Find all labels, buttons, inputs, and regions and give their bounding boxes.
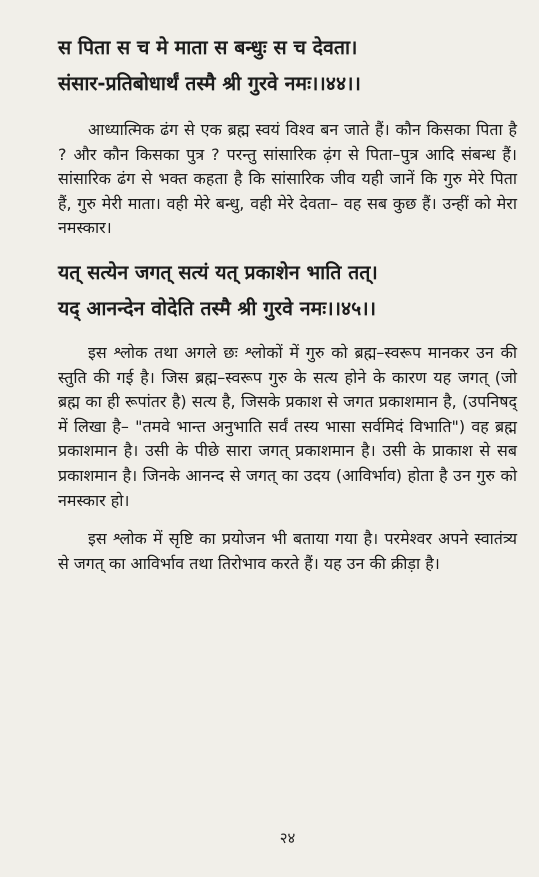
verse-44 [58, 30, 517, 102]
page-number: २४ [279, 829, 296, 847]
commentary-verse-44: आध्यात्मिक ढंग से एक ब्रह्म स्वयं विश्व बन जाते हैं। कौन किसका पिता है ? और कौन किसका पुत्र ? परन्तु सांसारिक ढ़ंग से पिता–पुत्र आदि संबन्ध हैं। सांसारिक ढंग से भक्त कहता है कि सांसारिक जीव यही जानें कि गुरु मेरे पिता हैं, गुरु मेरी माता। वही मेरे बन्धु, वही मेरे देवता– वह सब कुछ हैं। उन्हीं को मेरा नमस्कार। [58, 120, 517, 238]
verse-45 [58, 255, 517, 327]
verse-45-line-2: यद् आनन्देन वोदेति तस्मै श्री गुरवे नमः।।४५।। [58, 296, 377, 320]
verse-45-line-1: यत् सत्येन जगत् सत्यं यत् प्रकाशेन भाति तत्। [58, 260, 378, 284]
verse-44-line-2: संसार-प्रतिबोधार्थं तस्मै श्री गुरवे नमः।।४४।। [58, 72, 361, 95]
commentary-verse-45-part-1: इस श्लोक तथा अगले छः श्लोकों में गुरु को ब्रह्म–स्वरूप मानकर उन की स्तुति की गई है। जिस ब्रह्म–स्वरूप गुरु के सत्य होने के कारण यह जगत् (जो ब्रह्म का ही रूपांतर है) सत्य है, जिसके प्रकाश से जगत प्रकाशमान है, (उपनिषद् में लिखा है– "तमवे भान्त अनुभाति सर्वं तस्य भासा सर्वमिदं विभाति") वह ब्रह्म प्रकाशमान है। उसी के पीछे सारा जगत् प्रकाशमान है। उसी के प्राकाश से सब प्रकाशमान है। जिनके आनन्द से जगत् का उदय (आविर्भाव) होता है उन गुरु को नमस्कार हो। [58, 342, 517, 510]
commentary-verse-45-part-2: इस श्लोक में सृष्टि का प्रयोजन भी बताया गया है। परमेश्वर अपने स्वातंत्र्य से जगत् का आविर्भाव तथा तिरोभाव करते हैं। यह उन की क्रीड़ा है। [58, 529, 517, 573]
verse-44-line-1: स पिता स च मे माता स बन्धुः स च देवता। [58, 36, 358, 59]
